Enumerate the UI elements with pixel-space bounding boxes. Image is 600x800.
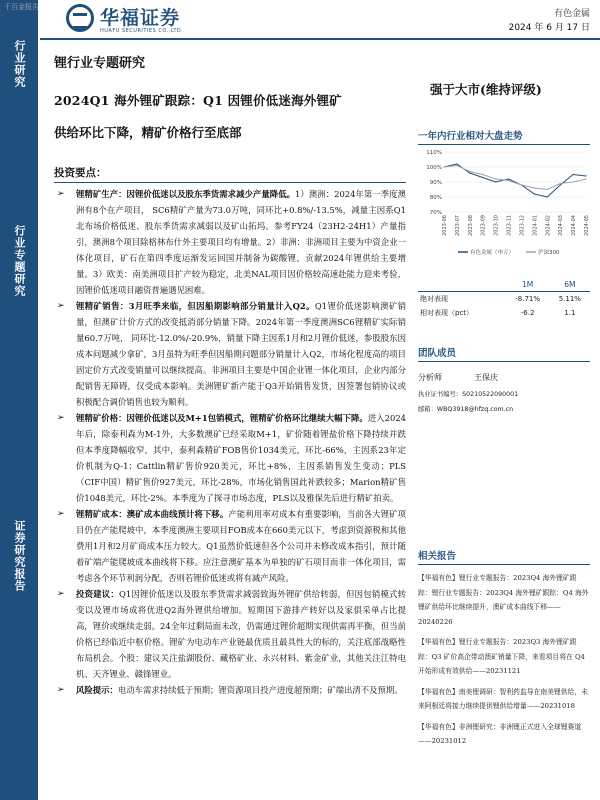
related-report-item[interactable]: 【华福有色】锂行业专题报告：2023Q3 海外锂矿跟踪：Q3 矿价高企带动澳矿销量下降，来看项目将在 Q4 开始形成有效供给——20231121 [418,638,585,675]
bullet-lead: 锂精矿成本：澳矿成本曲线预计将下移。 [76,509,229,519]
perf-header-6m: 6M [550,278,590,292]
data-point [547,189,548,190]
arrow-icon: ➢ [57,413,65,423]
list-item [54,410,406,506]
data-point [482,177,483,178]
list-item [54,682,406,698]
y-tick-label: 80% [429,195,442,201]
company-name-en: HUAFU SECURITIES CO.,LTD. [100,28,184,34]
investment-highlights [54,165,406,698]
bullet-text: 进入2024年后，除泰利森为M-1外，大多数澳矿已经采取M+1，矿价随着锂盐价格下降持续并跌但本季度降幅收窄，其中，泰利森精矿FOB售价1034美元，环比-66%，主因系23年定价机制为Q-1；Cattlin精矿售价920美元，环比+8%，主因系销售发生变动；PLS（CIF中国）精矿售价927美元，环比-28%，市场化销售国此补跌较多；Marion精矿售价1048美元，环比-2%。本季度为了探寻市场态度，PLS以及雅保先后进行精矿拍卖。 [76,413,406,503]
data-point [534,187,535,188]
industry-label: 有色金属 [553,9,590,19]
performance-chart [418,146,590,256]
company-logo-icon [66,4,94,32]
bullet-text: 产能利用率对成本有重要影响，当前各大锂矿项目仍在产能爬坡中，本季度澳洲主要项目FOB成本在660美元以下，考虑到资源税和其他费用1月和2月矿商成本压力较大。Q1虽然价低速但各个公司并未修改成本指引，预计随着矿端产能爬坡成本曲线将下移。应注意澳矿基本为单独的矿石项目而非一体化项目，需考虑各个环节利润分配，否则若锂价低迷或将有减产风险。 [76,509,407,583]
y-tick-label: 90% [429,180,442,186]
x-tick-label: 2024-02 [545,215,552,236]
report-date: 2024 年 6 月 17 日 [508,23,590,33]
bullet-lead: 锂精矿价格：因锂价低迷以及M+1包销模式，锂精矿价格环比继续大幅下降。 [76,413,368,423]
data-point [508,178,509,179]
company-name: 华福证券 [100,7,181,29]
data-point [560,183,561,184]
data-point [443,166,444,167]
chart-svg [418,146,590,264]
team-heading: 团队成员 [418,345,590,362]
data-point [534,193,535,194]
report-title-line1: 2024Q1 海外锂矿跟踪：Q1 因锂价低迷海外锂矿 [54,93,342,108]
report-type: 锂行业专题研究 [54,56,146,71]
analyst-role: 分析师 [418,373,442,382]
section-label: 投资要点： [54,165,406,183]
data-point [560,184,561,185]
side-label-topic-research: 行业专题研究 [13,225,26,297]
data-point [495,181,496,182]
side-label-securities-report: 证券研究报告 [13,520,26,592]
data-point [495,178,496,179]
arrow-icon: ➢ [57,189,65,199]
report-title-line2: 供给环比下降，精矿价格行至底部 [54,125,242,140]
x-tick-label: 2023-06 [442,215,448,236]
data-point [585,175,586,176]
data-point [585,178,586,179]
data-point [469,171,470,172]
x-tick-label: 2024-01 [532,215,539,236]
page-header [38,0,600,42]
data-point [572,174,573,175]
bullet-text: 电动车需求持续低于预期；锂资源项目投产进度超预期；矿端出清不及预期。 [117,685,403,695]
header-divider [40,38,600,40]
x-tick-label: 2023-12 [519,215,526,236]
analyst-row [418,372,590,383]
x-tick-label: 2023-11 [506,215,513,236]
performance-table [418,278,590,320]
data-point [521,184,522,185]
related-report-item[interactable]: 【华福有色】锂行业专题报告：2023Q4 海外锂矿跟踪：锂行业专题报告：2023Q4 海外锂矿跟踪：Q4 海外锂矿供给环比继续提升，澳矿成本曲线下移——20240226 [418,574,589,626]
bullet-lead: 投资建议： [76,589,119,599]
arrow-icon: ➢ [57,509,65,519]
perf-header-empty [418,278,506,292]
perf-cell: 5.11% [558,295,581,303]
team-members [418,345,590,413]
bullet-text: 1）澳洲：2024年第一季度澳洲有8个在产项目， SC6精矿产量为73.0万吨，同环比+0.8%/-13.5%，减量主因系Q1北布场价格低迷、股东季货需求减弱以及矿山拓坞。参考FY24（23H2-24H1）产量指引，澳洲8个项目除格林布什外主要项目均有增量。2）非洲：非洲项目主要为中资企业一体化项目，矿石在第四季度运渐发运回国并制备为碳酸锂，贡献2024年锂供给主要增量。3）欧美：南美洲项目扩产较为稳定，北美NAL项目因价格较高速赴能力迎来考验，因锂价低迷项目融资普遍遇见困难。 [76,189,406,295]
list-item [54,506,406,586]
series-line-1 [444,166,586,190]
arrow-icon: ➢ [57,301,65,311]
watermark: 千百金报告 [4,3,39,11]
bullet-lead: 风险提示： [76,685,118,695]
bullet-lead: 锂精矿销售：3月旺季来临，但因船期影响部分销量计入Q2。 [76,301,315,311]
perf-cell: -6.2 [520,309,535,317]
y-tick-label: 70% [429,210,442,216]
x-tick-label: 2024-03 [558,215,565,236]
data-point [508,180,509,181]
y-tick-label: 100% [426,165,442,171]
bullet-lead: 锂精矿生产：因锂价低迷以及股东季货需求减少产量降低。 [76,189,296,199]
rating: 强于大市(维持评级) [430,82,542,97]
table-row [418,306,590,320]
related-heading: 相关报告 [418,548,590,565]
perf-cell: -8.71% [515,295,540,303]
list-item [54,586,406,682]
x-tick-label: 2024-04 [571,215,578,236]
y-tick-label: 110% [426,150,442,156]
analyst-cert: 执业证书编号：S0210522090001 [418,391,519,398]
bullet-text: Q1锂价低迷影响澳矿销量，但澳矿计价方式的改变抵消部分销量下降。2024年第一季度澳洲SC6锂精矿实际销量60.7万吨， 同环比-12.0%/-20.9%，销量下降主因系1月和2月锂价低迷，参股股东因成本问题减少拿矿，3月虽特为旺季但因船期问题部分销量计入Q2，市场化程度高的项目固定价方式改变销量可以继续提高。非洲项目主要是中国企业锂一体化项目，企业内部分配销售无障碍，仅受成本影响。美洲锂矿新产能于Q3开始销售发货，因签署包销协议或积极配合调价销售也较为顺利。 [76,301,406,407]
x-tick-label: 2023-09 [480,215,487,236]
perf-header-1m: 1M [506,278,550,292]
table-row [418,292,590,307]
x-tick-label: 2023-08 [467,215,474,236]
arrow-icon: ➢ [57,685,65,695]
data-point [547,196,548,197]
x-tick-label: 2024-05 [584,215,590,236]
x-tick-label: 2023-07 [454,215,461,236]
perf-cell: 1.1 [564,309,576,317]
related-reports [418,548,590,749]
list-item [54,186,406,298]
data-point [469,172,470,173]
analyst-name: 王保庆 [474,373,498,382]
legend-label: 沪深300 [538,250,560,256]
x-tick-label: 2023-10 [493,215,500,236]
bullet-text: Q1因锂价低迷以及股东季货需求减弱致海外锂矿供给转弱，但因包销模式转变以及锂市场成将优进Q2海外锂供给增加。短期国下游排产转好以及家俱采单占比提高，锂价或继续走弱。24全年过剩局面未改，仍需通过锂价超期实现供需再平衡，但当前价格已经临近中枢价格。锂矿为电动车产业链最优质且最具性大的标的，关注底部战略性布局机会。个股：建议关注盐湖股份、藏格矿业、永兴材料、紫金矿业，其他关注江特电机、天齐锂业、赣锋锂业。 [76,589,406,679]
analyst-email[interactable]: 邮箱：WBQ3918@hfzq.com.cn [418,406,514,413]
chart-heading: 一年内行业相对大盘走势 [418,128,590,145]
data-point [482,174,483,175]
legend-label: 有色金属（申万） [470,250,515,256]
data-point [456,163,457,164]
related-report-item[interactable]: 【华福有色】南美锂调研：智利药监导在南美锂供给，未来阿根廷将接力继续提供锂供给增量——20231018 [418,687,588,710]
perf-row-label: 相对表现（pct） [420,309,474,317]
left-sidebar [0,0,38,800]
side-label-industry-research: 行业研究 [13,40,26,88]
related-report-item[interactable]: 【华福有色】非洲锂研究：非洲锂正式进入全球锂赛道——20231012 [418,722,582,745]
arrow-icon: ➢ [57,589,65,599]
chart-heading-wrap [418,128,590,145]
list-item [54,298,406,410]
data-point [456,165,457,166]
perf-row-label: 绝对表现 [420,295,448,303]
data-point [572,181,573,182]
